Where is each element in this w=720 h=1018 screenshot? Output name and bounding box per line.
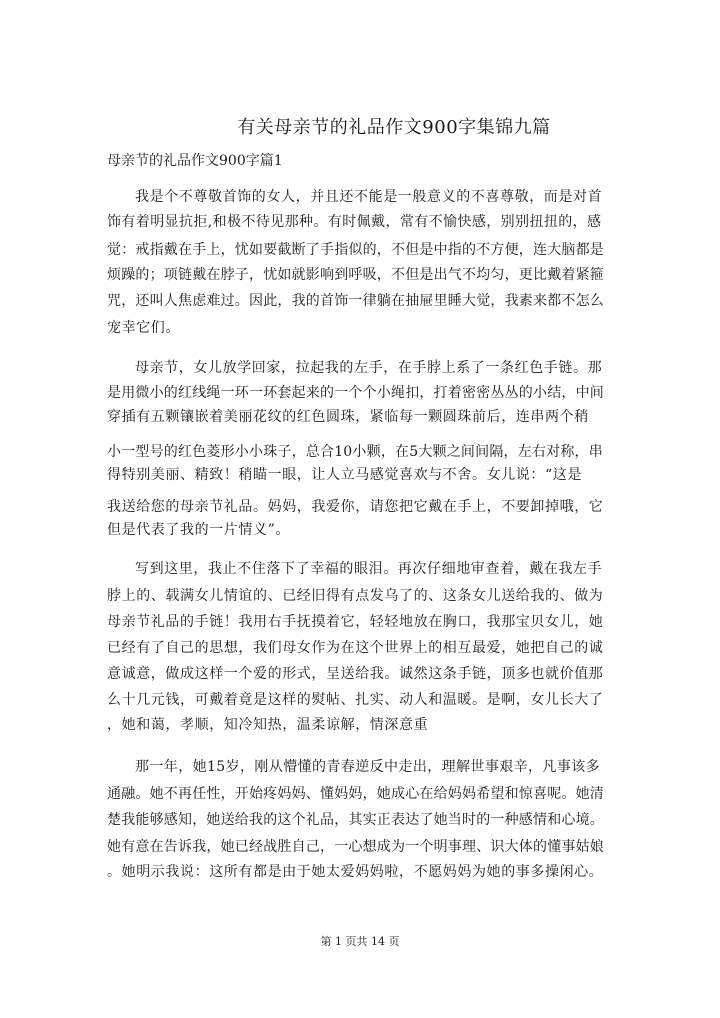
- paragraph-line: 我送给您的母亲节礼品。妈妈，我爱你，请您把它戴在手上，不要卸掉哦，它: [107, 499, 604, 515]
- paragraph-line: 已经有了自己的思想，我们母女作为在这个世界上的相互最爱，她把自己的诚: [107, 640, 604, 656]
- paragraph-line: 但是代表了我的一片情义”。: [107, 522, 290, 538]
- paragraph-line: ，她和蔼，孝顺，知冷知热，温柔谅解，情深意重: [107, 717, 429, 733]
- paragraph-line: 那一年，她15岁，刚从懵懂的青春逆反中走出，理解世事艰辛，凡事该多: [135, 759, 601, 775]
- paragraph-line: 咒，还叫人焦虑难过。因此，我的首饰一律躺在抽屉里睡大觉，我素来都不怎么: [107, 293, 604, 309]
- paragraph-line: 母亲节礼品的手链！我用右手抚摸着它，轻轻地放在胸口，我那宝贝女儿，她: [107, 614, 604, 630]
- paragraph-line: 是用微小的红线绳一环一环套起来的一个个小绳扣，打着密密丛丛的小结，中间: [107, 385, 604, 401]
- section-subtitle: 母亲节的礼品作文900字篇1: [107, 153, 283, 169]
- paragraph-line: 我是个不尊敬首饰的女人，并且还不能是一般意义的不喜尊敬，而是对首: [135, 189, 603, 205]
- paragraph-line: 母亲节，女儿放学回家，拉起我的左手，在手脖上系了一条红色手链。那: [135, 360, 603, 376]
- paragraph-line: 小一型号的红色菱形小小珠子，总合10小颗，在5大颗之间间隔，左右对称，串: [107, 444, 603, 460]
- paragraph-line: 通融。她不再任性，开始疼妈妈、懂妈妈，她成心在给妈妈希望和惊喜呢。她清: [107, 786, 604, 802]
- paragraph-line: 意诚意，做成这样一个爱的形式，呈送给我。诚然这条手链，顶多也就价值那: [107, 666, 604, 682]
- paragraph-line: 写到这里，我止不住落下了幸福的眼泪。再次仔细地审查着，戴在我左手: [135, 561, 603, 577]
- paragraph-line: 楚我能够感知，她送给我的这个礼品，其实正表达了她当时的一种感情和心境。: [107, 812, 604, 828]
- paragraph-line: 觉：戒指戴在手上，忧如要截断了手指似的，不但是中指的不方便，连大脑都是: [107, 242, 604, 258]
- paragraph-line: 脖上的、载满女儿情谊的、已经旧得有点发乌了的、这条女儿送给我的、做为: [107, 588, 604, 604]
- document-title: 有关母亲节的礼品作文900字集锦九篇: [237, 117, 551, 138]
- paragraph-line: 。她明示我说：这所有都是由于她太爱妈妈啦，不愿妈妈为她的事多操闲心。: [107, 864, 604, 880]
- paragraph-line: 烦躁的；项链戴在脖子，忧如就影响到呼吸，不但是出气不均匀，更比戴着紧箍: [107, 267, 604, 283]
- paragraph-line: 么十几元钱，可戴着竟是这样的熨帖、扎实、动人和温暖。是啊，女儿长大了: [107, 692, 604, 708]
- paragraph-line: 饰有着明显抗拒,和极不待见那种。有时佩戴，常有不愉快感，别别扭扭的，感: [107, 214, 602, 230]
- paragraph-line: 宠幸它们。: [107, 320, 180, 336]
- page-footer: 第 1 页共 14 页: [320, 935, 400, 948]
- paragraph-line: 得特别美丽、精致！稍瞄一眼，让人立马感觉喜欢与不舍。女儿说：“这是: [107, 467, 582, 483]
- paragraph-line: 穿插有五颗镶嵌着美丽花纹的红色圆珠，紧临每一颗圆珠前后，连串两个稍: [107, 409, 589, 425]
- paragraph-line: 她有意在告诉我，她已经战胜自己，一心想成为一个明事理、识大体的懂事姑娘: [107, 839, 604, 855]
